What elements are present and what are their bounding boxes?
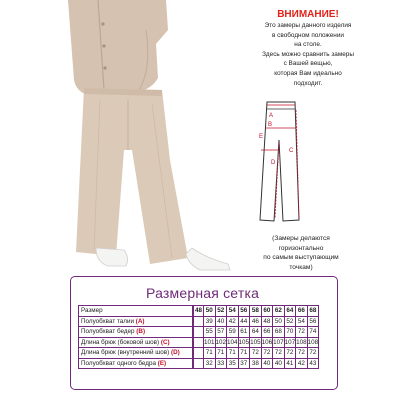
marker-c: C — [289, 148, 294, 154]
table-cell: 104 — [227, 338, 238, 346]
table-cell: 44 — [238, 316, 250, 327]
table-cell: 72 — [296, 327, 308, 338]
notice-line: Здесь можно сравнить замеры — [262, 50, 354, 58]
table-cell: 101 — [204, 338, 215, 346]
table-cell: 108 — [296, 338, 307, 346]
size-header-cell: 68 — [307, 306, 319, 317]
size-chart-table — [78, 305, 319, 369]
marker-a: A — [269, 113, 274, 119]
table-cell: 108 — [307, 338, 319, 346]
table-row — [79, 348, 319, 359]
table-cell: 38 — [250, 358, 262, 369]
table-cell: 41 — [284, 358, 296, 369]
shoe-right — [186, 248, 230, 270]
table-cell: 70 — [284, 327, 296, 338]
table-cell: 32 — [204, 358, 216, 369]
table-row — [79, 327, 319, 338]
table-cell: 106 — [261, 338, 273, 346]
table-cell: 105 — [250, 338, 261, 346]
table-header-row — [79, 306, 319, 317]
table-cell: 74 — [307, 327, 319, 338]
row-label: Полуобхват бедер (B) — [79, 327, 193, 338]
note-line: по самым выступающим — [263, 254, 339, 262]
table-cell — [194, 327, 204, 338]
table-cell: 71 — [238, 348, 250, 359]
shoe-left — [96, 248, 128, 266]
notice-line: Это замеры данного изделия — [264, 22, 352, 29]
size-header-label: Размер — [79, 306, 193, 317]
size-chart-title: Размерная сетка — [146, 285, 260, 301]
table-cell — [194, 337, 204, 348]
table-cell: 40 — [273, 358, 285, 369]
table-cell: 66 — [261, 327, 273, 338]
table-cell: 71 — [227, 348, 239, 359]
measurement-notice — [228, 8, 388, 88]
table-cell: 105 — [238, 338, 250, 346]
table-cell: 56 — [307, 316, 319, 327]
row-label: Полуобхват талии (A) — [79, 316, 193, 327]
trousers-outline — [260, 102, 299, 221]
table-cell: 40 — [261, 358, 273, 369]
trousers-diagram — [255, 100, 355, 225]
size-header-cell: 66 — [296, 306, 308, 317]
table-cell: 72 — [284, 348, 296, 359]
table-row — [79, 358, 319, 369]
table-cell: 71 — [204, 348, 216, 359]
table-cell: 107 — [284, 338, 296, 346]
row-label: Длина брюк (боковой шов) (C) — [79, 337, 193, 348]
size-header-cell: 64 — [284, 306, 296, 317]
trousers — [76, 88, 188, 264]
table-cell: 72 — [296, 348, 308, 359]
table-cell: 107 — [273, 338, 284, 346]
table-cell: 46 — [250, 316, 262, 327]
size-header-cell: 54 — [227, 306, 239, 317]
table-cell: 33 — [215, 358, 227, 369]
table-cell: 43 — [307, 358, 319, 369]
notice-line: с Вашей вещью, — [283, 60, 333, 68]
table-cell: 48 — [261, 316, 273, 327]
marker-b: B — [268, 122, 273, 128]
size-header-cell: 48 — [194, 307, 202, 315]
table-cell: 42 — [296, 358, 308, 369]
notice-line: в свободном положении — [272, 31, 344, 39]
shirt — [68, 0, 168, 96]
table-cell — [194, 358, 204, 369]
table-row — [79, 337, 319, 348]
table-cell: 57 — [215, 327, 227, 338]
table-cell: 61 — [238, 327, 250, 338]
row-label: Длина брюк (внутренний шов) (D) — [79, 348, 193, 359]
measurement-note — [232, 234, 370, 272]
table-cell: 72 — [273, 348, 285, 359]
row-label: Полуобхват одного бедра (E) — [79, 358, 193, 369]
note-line: точкам) — [289, 263, 313, 271]
table-cell: 64 — [250, 327, 262, 338]
product-photo — [0, 0, 240, 272]
notice-title: ВНИМАНИЕ! — [277, 9, 339, 20]
marker-e: E — [259, 134, 264, 140]
size-header-cell: 52 — [215, 306, 227, 317]
table-cell: 72 — [261, 348, 273, 359]
table-cell: 40 — [215, 316, 227, 327]
table-cell: 55 — [204, 327, 216, 338]
notice-line: на столе. — [294, 41, 322, 49]
table-cell: 42 — [227, 316, 239, 327]
table-cell: 39 — [204, 316, 216, 327]
table-cell: 52 — [284, 316, 296, 327]
table-cell: 71 — [215, 348, 227, 359]
size-header-cell: 60 — [261, 306, 273, 317]
note-line: горизонтально — [278, 244, 324, 252]
table-cell: 72 — [307, 348, 319, 359]
table-cell — [194, 348, 204, 359]
size-header-cell: 62 — [273, 306, 285, 317]
table-cell: 35 — [227, 358, 239, 369]
note-line: (Замеры делаются — [272, 235, 330, 242]
table-cell: 68 — [273, 327, 285, 338]
notice-line: которая Вам идеально — [274, 69, 342, 77]
size-header-cell: 56 — [238, 306, 250, 317]
table-cell: 72 — [250, 348, 262, 359]
table-row — [79, 316, 319, 327]
table-cell: 50 — [273, 316, 285, 327]
table-cell: 37 — [238, 358, 250, 369]
table-cell: 54 — [296, 316, 308, 327]
notice-line: подходит. — [293, 79, 323, 87]
table-cell — [194, 316, 204, 327]
table-cell: 59 — [227, 327, 239, 338]
size-header-cell: 50 — [204, 306, 216, 317]
marker-d: D — [271, 160, 276, 166]
table-cell: 102 — [215, 338, 227, 346]
size-header-cell: 58 — [250, 306, 262, 317]
